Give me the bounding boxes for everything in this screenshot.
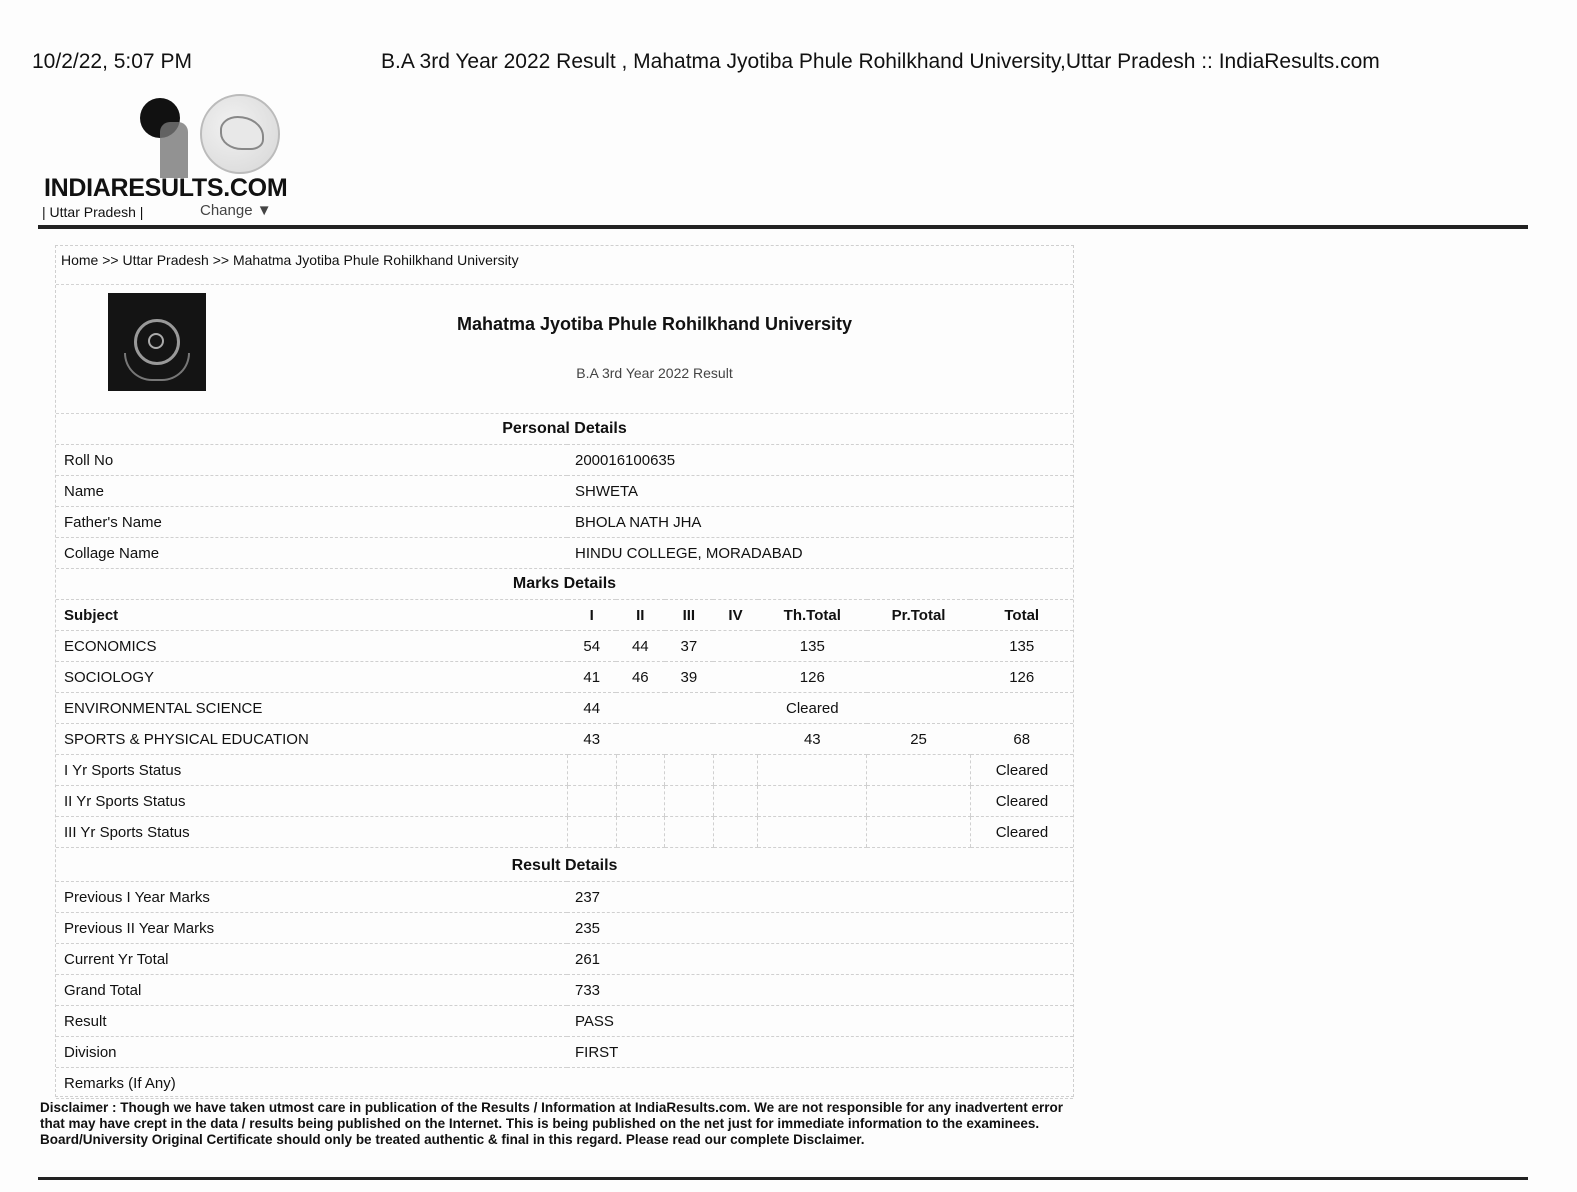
table-row [56, 631, 1073, 662]
row-label: Result [56, 1006, 567, 1037]
site-logo[interactable] [40, 92, 300, 222]
row-value: 733 [567, 975, 1073, 1006]
marks-cell: 39 [665, 662, 714, 693]
marks-cell [713, 693, 758, 724]
university-header [56, 284, 1073, 414]
row-value: 235 [567, 913, 1073, 944]
result-panel [55, 245, 1074, 1097]
column-header: I [568, 600, 617, 631]
marks-cell [665, 755, 714, 786]
row-label: Previous I Year Marks [56, 882, 567, 913]
marks-cell [665, 786, 714, 817]
marks-cell: 41 [568, 662, 617, 693]
marks-details-heading: Marks Details [56, 569, 1073, 600]
disclaimer-text: Disclaimer : Though we have taken utmost care in publication of the Results / Information at IndiaResults.com. We are not responsible for any inadvertent error that may have crept in the data / results being published on the Internet. This is being published on the net just for immediate information to the examinees. Board/University Original Certificate should only be treated authentic & final in this regard. Please read our complete Disclaimer. [40, 1100, 1063, 1147]
marks-cell [867, 662, 971, 693]
marks-cell [758, 755, 867, 786]
marks-cell: 135 [758, 631, 867, 662]
marks-cell [616, 693, 665, 724]
table-row [56, 944, 1073, 975]
marks-cell: 126 [970, 662, 1073, 693]
column-header: Pr.Total [867, 600, 971, 631]
row-label: Previous II Year Marks [56, 913, 567, 944]
row-label: Grand Total [56, 975, 567, 1006]
marks-cell [867, 755, 971, 786]
marks-cell [970, 693, 1073, 724]
marks-cell: 135 [970, 631, 1073, 662]
marks-cell: 126 [758, 662, 867, 693]
table-row [56, 882, 1073, 913]
column-header: Th.Total [758, 600, 867, 631]
marks-cell [867, 631, 971, 662]
result-details-table [56, 851, 1073, 1099]
column-header: IV [713, 600, 758, 631]
row-value: 200016100635 [567, 445, 1073, 476]
table-row [56, 538, 1073, 569]
marks-cell [616, 786, 665, 817]
marks-cell [758, 786, 867, 817]
row-value: 237 [567, 882, 1073, 913]
marks-cell: Cleared [970, 817, 1073, 848]
marks-cell [568, 786, 617, 817]
row-value: BHOLA NATH JHA [567, 507, 1073, 538]
row-value: SHWETA [567, 476, 1073, 507]
row-label: Father's Name [56, 507, 567, 538]
subject-cell: III Yr Sports Status [56, 817, 568, 848]
marks-cell: Cleared [970, 786, 1073, 817]
column-header: Total [970, 600, 1073, 631]
marks-cell [867, 693, 971, 724]
result-details-heading: Result Details [56, 851, 1073, 882]
row-label: Collage Name [56, 538, 567, 569]
table-row [56, 445, 1073, 476]
marks-cell: 43 [758, 724, 867, 755]
marks-cell [713, 631, 758, 662]
uttar-pradesh-map-icon [200, 94, 280, 174]
row-value [567, 1068, 1073, 1099]
personal-details-table [56, 414, 1073, 569]
table-row [56, 817, 1073, 848]
column-header: II [616, 600, 665, 631]
row-value: HINDU COLLEGE, MORADABAD [567, 538, 1073, 569]
marks-cell [713, 817, 758, 848]
print-title: B.A 3rd Year 2022 Result , Mahatma Jyotiba Phule Rohilkhand University,Uttar Pradesh :: IndiaResults.com [381, 50, 1380, 73]
result-title: B.A 3rd Year 2022 Result [576, 365, 733, 381]
marks-cell [616, 724, 665, 755]
university-name: Mahatma Jyotiba Phule Rohilkhand University [456, 314, 853, 334]
marks-details-table [56, 569, 1073, 848]
marks-cell [867, 817, 971, 848]
marks-cell [568, 755, 617, 786]
column-header: III [665, 600, 714, 631]
marks-cell: 25 [867, 724, 971, 755]
marks-cell: Cleared [758, 693, 867, 724]
marks-cell [665, 817, 714, 848]
table-row [56, 662, 1073, 693]
subject-cell: SPORTS & PHYSICAL EDUCATION [56, 724, 568, 755]
marks-cell: 37 [665, 631, 714, 662]
row-label: Remarks (If Any) [56, 1068, 567, 1099]
breadcrumb[interactable]: Home >> Uttar Pradesh >> Mahatma Jyotiba Phule Rohilkhand University [61, 252, 519, 268]
print-date: 10/2/22, 5:07 PM [32, 50, 192, 73]
marks-cell [616, 817, 665, 848]
subject-cell: SOCIOLOGY [56, 662, 568, 693]
table-row [56, 1068, 1073, 1099]
table-row [56, 693, 1073, 724]
table-row [56, 1006, 1073, 1037]
marks-cell [616, 755, 665, 786]
marks-cell: 68 [970, 724, 1073, 755]
table-row [56, 724, 1073, 755]
marks-cell [713, 755, 758, 786]
table-row [56, 507, 1073, 538]
row-value: 261 [567, 944, 1073, 975]
row-value: PASS [567, 1006, 1073, 1037]
subject-cell: II Yr Sports Status [56, 786, 568, 817]
marks-cell: 54 [568, 631, 617, 662]
table-row [56, 476, 1073, 507]
logo-figure-icon [160, 122, 188, 178]
subject-cell: I Yr Sports Status [56, 755, 568, 786]
table-row [56, 913, 1073, 944]
marks-cell: 44 [568, 693, 617, 724]
state-label: | Uttar Pradesh | [42, 204, 144, 220]
marks-cell [713, 724, 758, 755]
row-label: Name [56, 476, 567, 507]
marks-cell: 43 [568, 724, 617, 755]
row-label: Division [56, 1037, 567, 1068]
marks-cell: 46 [616, 662, 665, 693]
marks-header-row [56, 600, 1073, 631]
header-divider [38, 225, 1528, 229]
marks-cell [758, 817, 867, 848]
site-logo-text: INDIARESULTS.COM [44, 174, 288, 202]
row-label: Roll No [56, 445, 567, 476]
marks-cell: 44 [616, 631, 665, 662]
subject-cell: ECONOMICS [56, 631, 568, 662]
marks-cell [867, 786, 971, 817]
row-value: FIRST [567, 1037, 1073, 1068]
personal-details-heading: Personal Details [56, 414, 1073, 445]
table-row [56, 975, 1073, 1006]
marks-cell [713, 662, 758, 693]
marks-cell [568, 817, 617, 848]
column-header: Subject [56, 600, 568, 631]
table-row [56, 786, 1073, 817]
table-row [56, 1037, 1073, 1068]
subject-cell: ENVIRONMENTAL SCIENCE [56, 693, 568, 724]
change-state-link[interactable]: Change ▼ [200, 202, 272, 219]
table-row [56, 755, 1073, 786]
marks-cell [665, 724, 714, 755]
marks-cell: Cleared [970, 755, 1073, 786]
marks-cell [665, 693, 714, 724]
marks-cell [713, 786, 758, 817]
footer-divider [38, 1177, 1528, 1180]
row-label: Current Yr Total [56, 944, 567, 975]
